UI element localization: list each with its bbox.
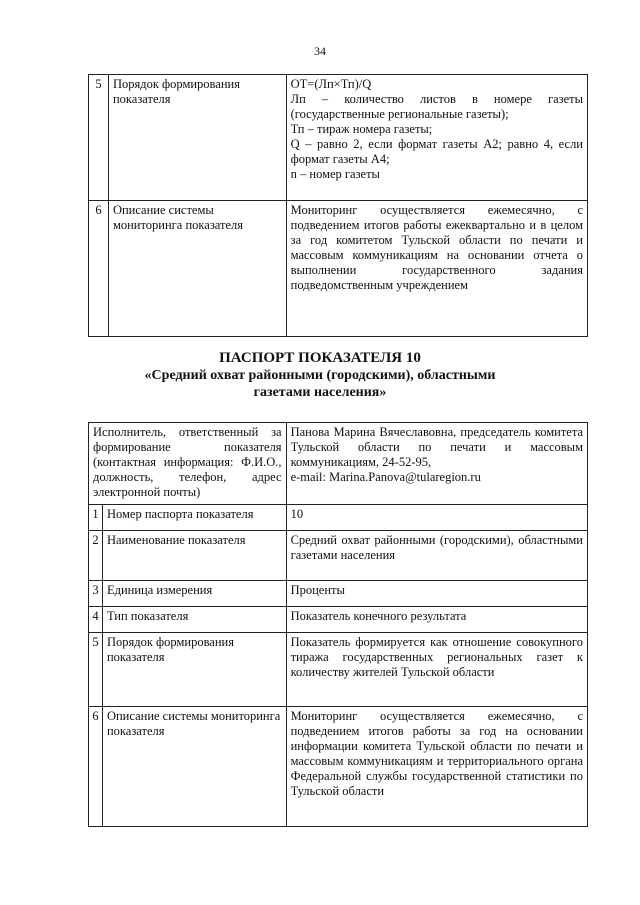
row-number: 4 <box>89 607 103 633</box>
row-value: Мониторинг осуществляется ежемесячно, с подведением итогов работы ежеквартально и в целом за год комитетом Тульской области по печати и массовым коммуникациям на основании отчета о выполнении государственного задания подведомственным учреждением <box>286 201 587 337</box>
page-number: 34 <box>314 44 326 58</box>
passport-table <box>88 422 588 827</box>
row-number: 1 <box>89 505 103 531</box>
passport-heading <box>0 350 640 401</box>
table-row <box>89 505 588 531</box>
row-value: Средний охват районными (городскими), областными газетами населения <box>286 531 587 581</box>
table-row <box>89 423 588 505</box>
executor-label: Исполнитель, ответственный за формирование показателя (контактная информация: Ф.И.О., должность, телефон, адрес электронной почты) <box>89 423 287 505</box>
formula-line: n – номер газеты <box>290 167 380 181</box>
row-number: 5 <box>89 633 103 707</box>
top-table <box>88 74 588 337</box>
row-value: Проценты <box>286 581 587 607</box>
row-label: Единица измерения <box>102 581 286 607</box>
row-label: Порядок формирования показателя <box>102 633 286 707</box>
row-number: 6 <box>89 707 103 827</box>
row-label: Порядок формирования показателя <box>108 75 286 201</box>
formula-line: ОТ=(Лп×Тп)/Q <box>290 77 372 91</box>
passport-subtitle-line-1: «Средний охват районными (городскими), областными <box>144 368 496 383</box>
formula-cell <box>286 75 587 201</box>
table-row <box>89 581 588 607</box>
row-label: Тип показателя <box>102 607 286 633</box>
table-row <box>89 707 588 827</box>
table-row <box>89 201 588 337</box>
row-label: Наименование показателя <box>102 531 286 581</box>
row-value: Мониторинг осуществляется ежемесячно, с подведением итогов работы за год на основании информации комитета Тульской области по печати и массовым коммуникациям и территориального органа Федеральной службы государственной статистики по Тульской области <box>286 707 587 827</box>
row-number: 5 <box>89 75 109 201</box>
row-label: Номер паспорта показателя <box>102 505 286 531</box>
passport-title: ПАСПОРТ ПОКАЗАТЕЛЯ 10 <box>219 350 421 366</box>
table-row <box>89 607 588 633</box>
row-value: 10 <box>286 505 587 531</box>
formula-line: Q – равно 2, если формат газеты А2; равно 4, если формат газеты А4; <box>290 137 583 166</box>
executor-value <box>286 423 587 505</box>
formula-line: Лп – количество листов в номере газеты (государственные региональные газеты); <box>290 92 583 121</box>
row-number: 2 <box>89 531 103 581</box>
row-number: 6 <box>89 201 109 337</box>
row-number: 3 <box>89 581 103 607</box>
row-value: Показатель конечного результата <box>286 607 587 633</box>
executor-name-line: Панова Марина Вячеславовна, председатель комитета Тульской области по печати и массовым коммуникациям, 24-52-95, <box>290 425 583 469</box>
executor-email: e-mail: Marina.Panova@tularegion.ru <box>290 470 481 484</box>
row-label: Описание системы мониторинга показателя <box>108 201 286 337</box>
row-value: Показатель формируется как отношение совокупного тиража государственных региональных газет к количеству жителей Тульской области <box>286 633 587 707</box>
row-label: Описание системы мониторинга показателя <box>102 707 286 827</box>
passport-subtitle-line-2: газетами населения» <box>253 385 387 400</box>
table-row <box>89 633 588 707</box>
formula-line: Тп – тираж номера газеты; <box>290 122 433 136</box>
table-row <box>89 531 588 581</box>
table-row <box>89 75 588 201</box>
